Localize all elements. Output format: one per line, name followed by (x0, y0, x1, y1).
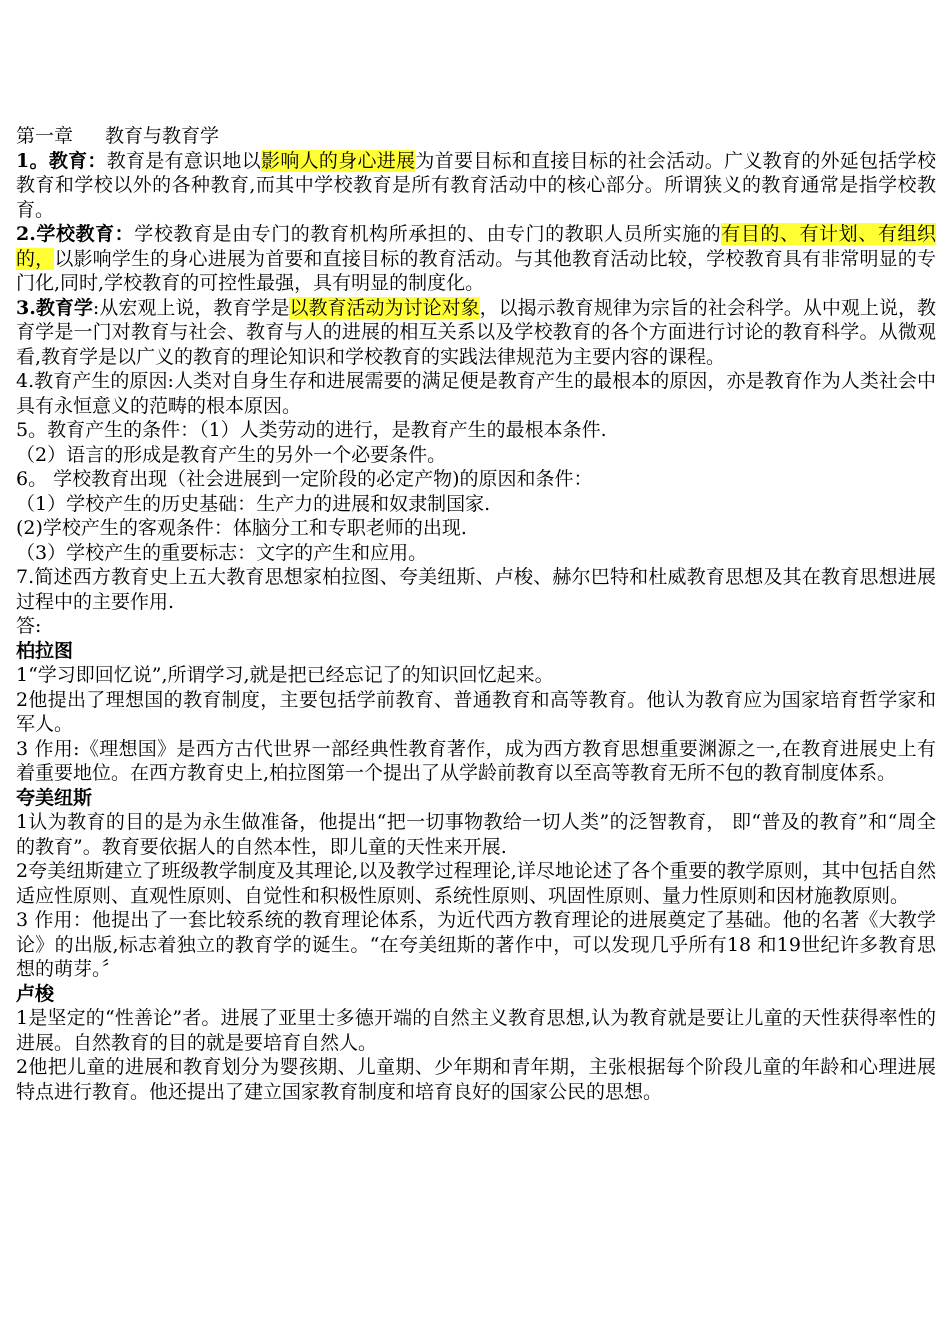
document-page (16, 124, 936, 1104)
chapter-label: 第一章 (16, 125, 74, 147)
list-item: 1认为教育的目的是为永生做准备，他提出“把一切事物教给一切人类”的泛智教育， 即“普及的教育”和“周全的教育”。教育要依据人的自然本性，即儿童的天性来开展. (16, 811, 936, 858)
chapter-name: 教育与教育学 (105, 125, 220, 147)
list-item: 3 作用:《理想国》是西方古代世界一部经典性教育著作，成为西方教育思想重要渊源之一,在教育进展史上有着重要地位。在西方教育史上,柏拉图第一个提出了从学龄前教育以至高等教育无所不包的教育制度体系。 (16, 737, 936, 784)
highlighted-text: 有目的、有计划、有组织的， (16, 223, 936, 270)
section-heading-comenius: 夸美纽斯 (16, 786, 93, 809)
text: :从宏观上说，教育学是 (92, 296, 290, 319)
term: 教育学 (35, 296, 93, 319)
term: 教育： (48, 149, 107, 172)
text: ，以揭示教育规律为宗旨的社会科学。从中观上说，教育学是一门对教育与社会、教育与人的进展的相互关系以及学校教育的各个方面进行讨论的教育科学。从微观看,教育学是以广义的教育的理论知识和学校教育的实践法律规范为主要内容的课程。 (16, 296, 936, 368)
definition-school-education (16, 222, 936, 296)
text: 教育是有意识地以 (106, 149, 262, 172)
paragraph-origin-causes: 4.教育产生的原因:人类对自身生存和进展需要的满足便是教育产生的最根本的原因，亦是教育作为人类社会中具有永恒意义的范畴的根本原因。 (16, 370, 936, 417)
list-item: 2他提出了理想国的教育制度，主要包括学前教育、普通教育和高等教育。他认为教育应为国家培育哲学家和军人。 (16, 688, 936, 735)
paragraph-school-basis: （1）学校产生的历史基础：生产力的进展和奴隶制国家. (16, 492, 491, 515)
list-item: 2他把儿童的进展和教育划分为婴孩期、儿童期、少年期和青年期，主张根据每个阶段儿童的年龄和心理进展特点进行教育。他还提出了建立国家教育制度和培育良好的国家公民的思想。 (16, 1056, 936, 1103)
definition-pedagogy (16, 296, 936, 370)
chapter-title (16, 124, 936, 149)
list-item: 1是坚定的“性善论”者。进展了亚里士多德开端的自然主义教育思想,认为教育就是要让儿童的天性获得率性的进展。自然教育的目的就是要培育自然人。 (16, 1007, 936, 1054)
highlighted-text: 影响人的身心进展 (261, 149, 416, 172)
text: 为首要目标和直接目标的社会活动。广义教育的外延包括学校教育和学校以外的各种教育,而其中学校教育是所有教育活动中的核心部分。所谓狭义的教育通常是指学校教育。 (16, 149, 936, 221)
paragraph-question-7: 7.简述西方教育史上五大教育思想家柏拉图、夸美纽斯、卢梭、赫尔巴特和杜威教育思想及其在教育思想进展过程中的主要作用. (16, 566, 936, 613)
paragraph-school-marker: （3）学校产生的重要标志：文字的产生和应用。 (16, 541, 428, 564)
list-item: 1“学习即回忆说”,所谓学习,就是把已经忘记了的知识回忆起来。 (16, 664, 554, 686)
highlighted-text: 以教育活动为讨论对象 (289, 296, 480, 319)
item-number: 3. (16, 296, 36, 319)
list-item: 3 作用：他提出了一套比较系统的教育理论体系，为近代西方教育理论的进展奠定了基础。他的名著《大教学论》的出版,标志着独立的教育学的诞生。“在夸美纽斯的著作中，可以发现几乎所有18 和19世纪许多教育思想的萌芽。〞 (16, 909, 936, 980)
section-heading-rousseau: 卢梭 (16, 982, 55, 1005)
text: 以影响学生的身心进展为首要和直接目标的教育活动。与其他教育活动比较，学校教育具有非常明显的专门化,同时,学校教育的可控性最强，具有明显的制度化。 (16, 247, 936, 294)
definition-education (16, 149, 936, 223)
paragraph-school-conditions: (2)学校产生的客观条件：体脑分工和专职老师的出现. (16, 517, 467, 539)
paragraph-school-emergence: 6。 学校教育出现（社会进展到一定阶段的必定产物)的原因和条件： (16, 468, 593, 490)
paragraph-origin-condition-2: （2）语言的形成是教育产生的另外一个必要条件。 (16, 443, 447, 466)
item-number: 2. (16, 223, 36, 245)
item-number: 1。 (16, 149, 49, 172)
term: 学校教育： (35, 223, 135, 245)
paragraph-origin-conditions: 5。教育产生的条件：（1）人类劳动的进行，是教育产生的最根本条件. (16, 419, 607, 441)
text: 学校教育是由专门的教育机构所承担的、由专门的教职人员所实施的 (134, 223, 722, 245)
section-heading-plato: 柏拉图 (16, 639, 74, 662)
answer-label: 答: (16, 615, 42, 637)
list-item: 2夸美纽斯建立了班级教学制度及其理论,以及教学过程理论,详尽地论述了各个重要的教学原则，其中包括自然适应性原则、直观性原则、自觉性和积极性原则、系统性原则、巩固性原则、量力性原则和因材施教原则。 (16, 860, 936, 907)
